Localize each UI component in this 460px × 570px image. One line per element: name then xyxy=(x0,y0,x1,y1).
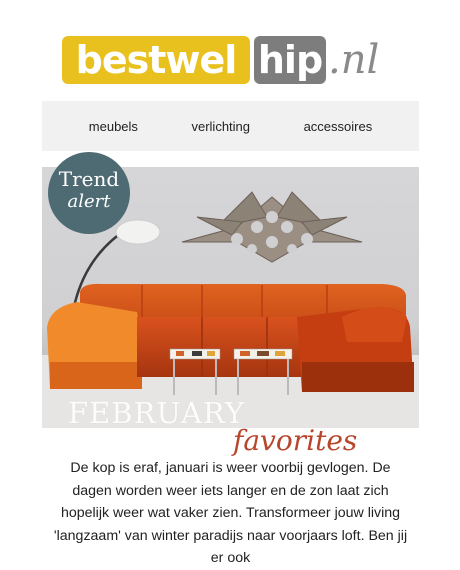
badge-line2: alert xyxy=(67,191,111,212)
nav-item-accessoires[interactable]: accessoires xyxy=(303,118,373,134)
logo-part-hip: hip xyxy=(254,36,326,84)
intro-paragraph: De kop is eraf, januari is weer voorbij gevlogen. De dagen worden weer iets langer en de zon laat zich hopelijk weer wat vaker zien. Transformeer jouw living 'langzaam' van winter paradijs naar voorjaars loft. Ben jij er ook xyxy=(53,460,408,566)
badge-line1: Trend xyxy=(58,167,120,191)
hero-heading-script: favorites xyxy=(233,424,358,457)
logo-part-bestwel: bestwel xyxy=(62,36,250,84)
site-logo[interactable] xyxy=(62,33,402,87)
main-nav xyxy=(42,101,419,151)
nav-item-verlichting[interactable]: verlichting xyxy=(191,118,251,134)
logo-part-tld: .nl xyxy=(328,37,380,83)
trend-alert-badge xyxy=(48,152,130,234)
nav-item-meubels[interactable]: meubels xyxy=(88,118,138,134)
hero-heading-primary: FEBRUARY xyxy=(68,396,246,430)
